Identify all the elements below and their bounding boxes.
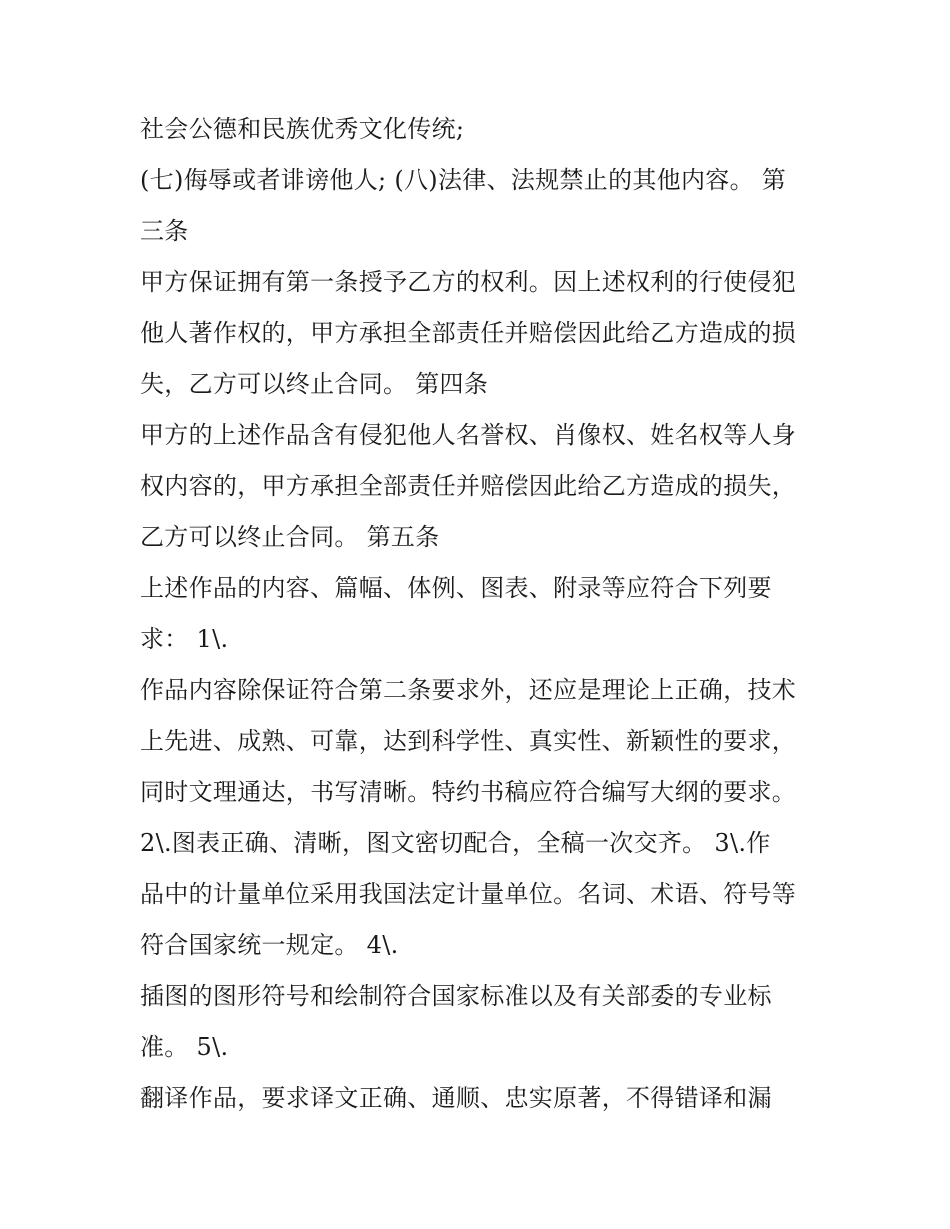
text-line: 同时文理通达，书写清晰。特约书稿应符合编写大纲的要求。 xyxy=(140,778,797,806)
text-line: 插图的图形符号和绘制符合国家标准以及有关部委的专业标 xyxy=(140,982,772,1010)
text-line: 甲方保证拥有第一条授予乙方的权利。因上述权利的行使侵犯 xyxy=(140,268,797,296)
text-line: 他人著作权的，甲方承担全部责任并赔偿因此给乙方造成的损 xyxy=(140,319,797,347)
text-line: 求： 1\. xyxy=(140,625,229,653)
text-line: 失，乙方可以终止合同。 第四条 xyxy=(140,370,489,398)
text-line: (七)侮辱或者诽谤他人; (八)法律、法规禁止的其他内容。 第 xyxy=(140,166,787,194)
text-line: 社会公德和民族优秀文化传统; xyxy=(140,115,465,143)
text-line: 2\.图表正确、清晰，图文密切配合，全稿一次交齐。 3\.作 xyxy=(140,829,771,857)
text-line: 作品内容除保证符合第二条要求外，还应是理论上正确，技术 xyxy=(140,676,797,704)
text-line: 翻译作品，要求译文正确、通顺、忠实原著，不得错译和漏 xyxy=(140,1084,772,1112)
text-line: 上述作品的内容、篇幅、体例、图表、附录等应符合下列要 xyxy=(140,574,772,602)
text-line: 符合国家统一规定。 4\. xyxy=(140,931,399,959)
contract-body-text xyxy=(140,104,820,1124)
text-line: 乙方可以终止合同。 第五条 xyxy=(140,523,440,551)
text-line: 三条 xyxy=(140,217,189,245)
text-line: 权内容的，甲方承担全部责任并赔偿因此给乙方造成的损失， xyxy=(140,472,797,500)
text-line: 甲方的上述作品含有侵犯他人名誉权、肖像权、姓名权等人身 xyxy=(140,421,797,449)
text-line: 上先进、成熟、可靠，达到科学性、真实性、新颖性的要求， xyxy=(140,727,797,755)
text-line: 品中的计量单位采用我国法定计量单位。名词、术语、符号等 xyxy=(140,880,797,908)
text-line: 准。 5\. xyxy=(140,1033,229,1061)
